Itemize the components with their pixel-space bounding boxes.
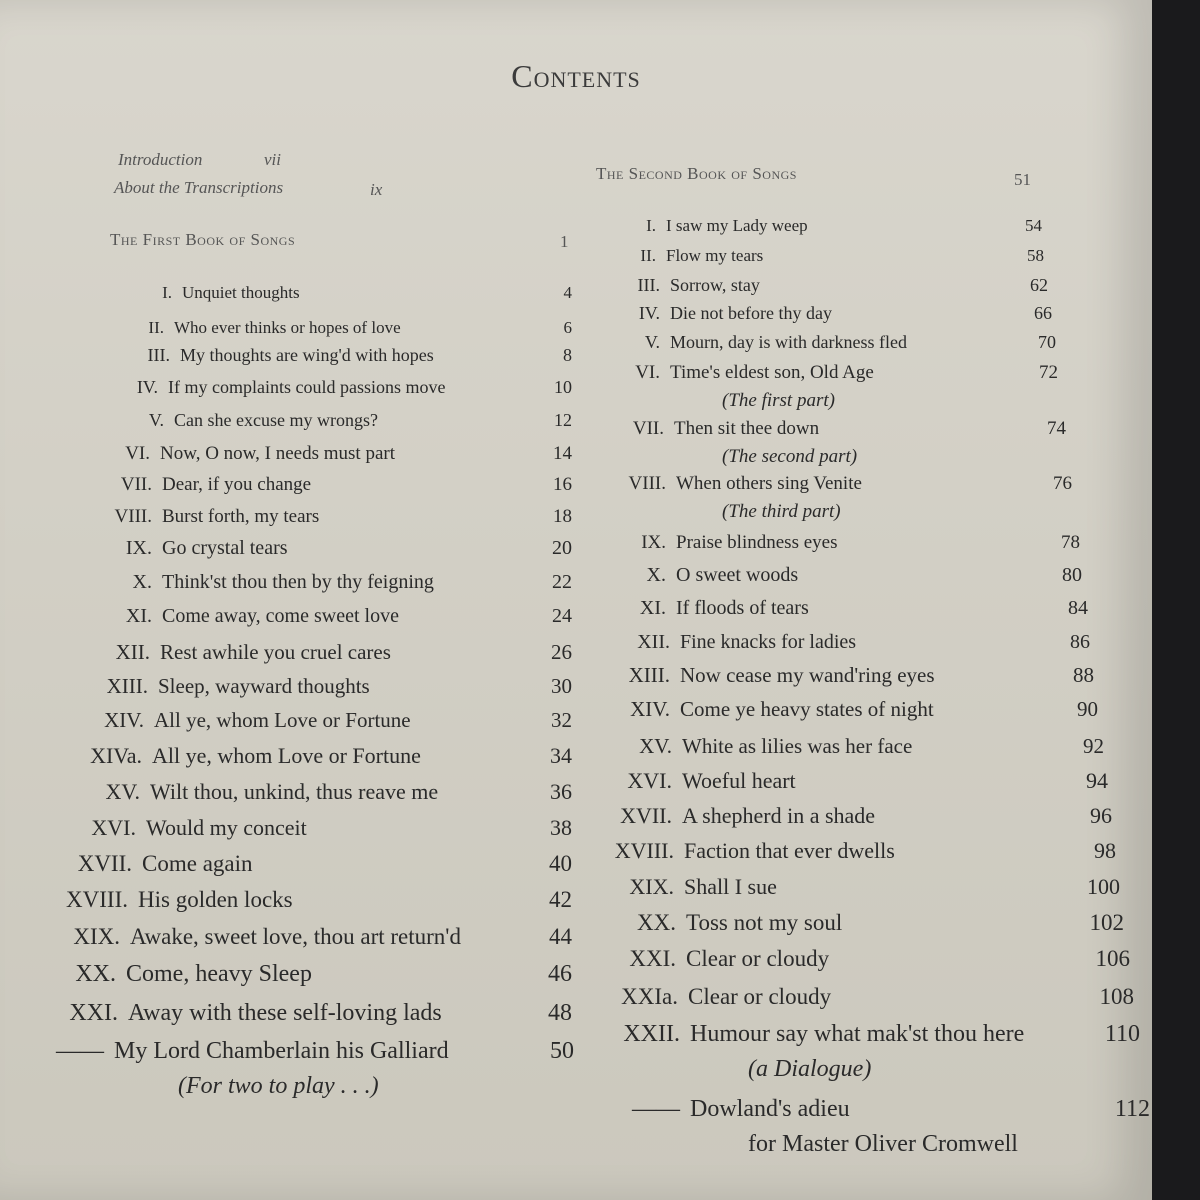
- entry-number: VII.: [632, 418, 664, 439]
- entry-page: 38: [550, 815, 572, 840]
- entry-title: Burst forth, my tears: [162, 506, 320, 527]
- entry-title: Wilt thou, unkind, thus reave me: [150, 779, 439, 804]
- entry-title: Unquiet thoughts: [182, 283, 300, 302]
- page-title: Contents: [511, 58, 641, 94]
- entry-page: 48: [548, 1000, 572, 1026]
- entry-title: Think'st thou then by thy feigning: [162, 571, 434, 593]
- entry-page: 100: [1087, 874, 1120, 899]
- entry-number: V.: [148, 410, 164, 430]
- entry-title: Come, heavy Sleep: [126, 961, 312, 987]
- entry-page: 90: [1077, 697, 1098, 721]
- entry-title: Rest awhile you cruel cares: [160, 640, 391, 664]
- entry-number: ——: [56, 1038, 104, 1064]
- entry-page: 94: [1086, 768, 1108, 793]
- entry-page: 106: [1095, 946, 1130, 971]
- entry-subtitle: (The second part): [722, 445, 858, 467]
- entry-subtitle: (a Dialogue): [748, 1055, 872, 1082]
- entry-title: My Lord Chamberlain his Galliard: [114, 1038, 449, 1064]
- entry-title: White as lilies was her face: [682, 734, 913, 758]
- entry-number: IV.: [638, 303, 660, 323]
- entry-number: V.: [644, 332, 660, 352]
- entry-title: Awake, sweet love, thou art return'd: [130, 924, 461, 949]
- entry-page: 62: [1030, 275, 1048, 295]
- entry-title: Mourn, day is with darkness fled: [670, 332, 907, 352]
- entry-title: Dear, if you change: [162, 474, 312, 495]
- entry-number: XVI.: [627, 768, 672, 793]
- entry-number: II.: [148, 318, 164, 337]
- entry-title: Who ever thinks or hopes of love: [174, 318, 401, 337]
- entry-title: Away with these self-loving lads: [128, 1000, 442, 1026]
- entry-title: Would my conceit: [146, 815, 307, 840]
- entry-number: VIII.: [114, 506, 152, 527]
- entry-page: 22: [552, 571, 572, 593]
- entry-page: 92: [1083, 734, 1104, 758]
- entry-number: VI.: [125, 443, 150, 464]
- entry-title: If my complaints could passions move: [168, 377, 446, 397]
- entry-subtitle: (For two to play . . .): [178, 1072, 379, 1099]
- entry-page: 70: [1038, 332, 1056, 352]
- entry-page: 8: [563, 345, 572, 365]
- entry-page: 32: [551, 708, 572, 732]
- entry-title: When others sing Venite: [676, 473, 862, 494]
- entry-page: 12: [554, 410, 572, 430]
- first-book-page: 1: [560, 232, 569, 251]
- entry-number: XIX.: [629, 874, 674, 899]
- entry-number: XXI.: [629, 946, 676, 971]
- entry-page: 80: [1062, 564, 1082, 586]
- entry-number: X.: [646, 564, 666, 586]
- entry-number: XIII.: [628, 663, 670, 687]
- entry-page: 16: [553, 474, 572, 495]
- entry-title: His golden locks: [138, 887, 293, 912]
- entry-number: XII.: [637, 631, 670, 653]
- entry-number: XIV.: [104, 708, 144, 732]
- entry-title: Die not before thy day: [670, 303, 832, 323]
- entry-number: III.: [147, 345, 170, 365]
- entry-title: A shepherd in a shade: [682, 803, 876, 828]
- entry-page: 6: [563, 318, 572, 337]
- entry-title: Time's eldest son, Old Age: [670, 362, 874, 383]
- entry-page: 88: [1073, 663, 1094, 687]
- front-matter-page: vii: [264, 150, 281, 169]
- entry-number: VI.: [635, 362, 660, 383]
- entry-page: 18: [553, 506, 572, 527]
- entry-number: X.: [132, 571, 152, 593]
- entry-number: IX.: [641, 532, 666, 553]
- entry-page: 50: [550, 1038, 574, 1064]
- entry-page: 24: [552, 605, 572, 627]
- entry-title: Dowland's adieu: [690, 1096, 850, 1122]
- entry-title: Come away, come sweet love: [162, 605, 399, 627]
- entry-number: XI.: [125, 605, 152, 627]
- entry-title: Toss not my soul: [686, 910, 843, 935]
- entry-page: 102: [1089, 910, 1124, 935]
- second-book-page: 51: [1014, 170, 1031, 189]
- entry-number: XX.: [637, 910, 676, 935]
- entry-subtitle: (The first part): [722, 389, 835, 411]
- entry-title: Go crystal tears: [162, 537, 288, 559]
- entry-number: XVI.: [91, 815, 136, 840]
- entry-title: Now, O now, I needs must part: [160, 443, 395, 464]
- entry-number: VIII.: [628, 473, 666, 494]
- entry-title: O sweet woods: [676, 564, 799, 586]
- entry-page: 30: [551, 674, 572, 698]
- entry-page: 14: [553, 443, 572, 464]
- entry-number: XI.: [639, 597, 666, 619]
- entry-title: Fine knacks for ladies: [680, 631, 857, 653]
- entry-title: I saw my Lady weep: [666, 216, 808, 235]
- entry-page: 78: [1061, 532, 1080, 553]
- entry-number: IX.: [125, 537, 152, 559]
- entry-title: Shall I sue: [684, 874, 777, 899]
- entry-page: 74: [1047, 418, 1066, 439]
- entry-number: III.: [637, 275, 660, 295]
- entry-page: 10: [554, 377, 572, 397]
- entry-number: VII.: [120, 474, 152, 495]
- entry-page: 58: [1027, 246, 1044, 265]
- entry-title: Woeful heart: [682, 768, 796, 793]
- entry-number: ——: [632, 1096, 680, 1122]
- entry-number: I.: [162, 283, 172, 302]
- entry-title: Humour say what mak'st thou here: [690, 1021, 1025, 1047]
- entry-page: 26: [551, 640, 572, 664]
- entry-number: XIX.: [73, 924, 120, 949]
- entry-number: XXII.: [623, 1021, 680, 1047]
- entry-number: XV.: [639, 734, 672, 758]
- entry-page: 72: [1039, 362, 1058, 383]
- entry-number: XV.: [105, 779, 140, 804]
- entry-number: XII.: [115, 640, 150, 664]
- entry-title: Flow my tears: [666, 246, 764, 265]
- front-matter-page: ix: [370, 180, 383, 199]
- entry-title: Sorrow, stay: [670, 275, 760, 295]
- entry-title: Come again: [142, 851, 253, 876]
- entry-title: My thoughts are wing'd with hopes: [180, 345, 434, 365]
- entry-title: Clear or cloudy: [686, 946, 830, 971]
- first-book-heading: The First Book of Songs: [110, 230, 296, 249]
- entry-title: Faction that ever dwells: [684, 838, 895, 863]
- entry-page: 40: [549, 851, 572, 876]
- entry-page: 20: [552, 537, 572, 559]
- entry-page: 86: [1070, 631, 1090, 653]
- entry-number: XVII.: [620, 803, 672, 828]
- entry-number: XIVa.: [90, 743, 142, 768]
- entry-title: Can she excuse my wrongs?: [174, 410, 378, 430]
- entry-title: All ye, whom Love or Fortune: [154, 708, 411, 732]
- entry-number: XIV.: [630, 697, 670, 721]
- second-book-heading: The Second Book of Songs: [596, 164, 797, 183]
- entry-title: If floods of tears: [676, 597, 809, 619]
- entry-title: Clear or cloudy: [688, 984, 832, 1009]
- entry-page: 46: [548, 961, 572, 987]
- entry-page: 108: [1099, 984, 1134, 1009]
- entry-number: XVIII.: [614, 838, 674, 863]
- entry-title: All ye, whom Love or Fortune: [152, 743, 421, 768]
- entry-page: 54: [1025, 216, 1042, 235]
- entry-page: 36: [550, 779, 572, 804]
- entry-subtitle: (The third part): [722, 500, 841, 522]
- entry-page: 76: [1053, 473, 1072, 494]
- entry-page: 84: [1068, 597, 1088, 619]
- entry-page: 96: [1090, 803, 1112, 828]
- entry-page: 66: [1034, 303, 1052, 323]
- entry-title: Now cease my wand'ring eyes: [680, 663, 935, 687]
- entry-title: Come ye heavy states of night: [680, 697, 934, 721]
- entry-number: XVIII.: [66, 887, 128, 912]
- front-matter-label: Introduction: [118, 150, 203, 169]
- entry-number: I.: [646, 216, 656, 235]
- entry-number: XVII.: [77, 851, 132, 876]
- entry-page: 98: [1094, 838, 1116, 863]
- entry-number: XIII.: [106, 674, 148, 698]
- entry-page: 110: [1104, 1021, 1140, 1047]
- entry-page: 34: [550, 743, 572, 768]
- entry-page: 112: [1114, 1096, 1150, 1122]
- entry-number: II.: [640, 246, 656, 265]
- entry-title: Sleep, wayward thoughts: [158, 674, 370, 698]
- front-matter-label: About the Transcriptions: [114, 178, 284, 197]
- entry-page: 42: [549, 887, 572, 912]
- entry-title: Then sit thee down: [674, 418, 820, 439]
- entry-number: IV.: [136, 377, 158, 397]
- entry-number: XXI.: [69, 1000, 118, 1026]
- entry-subtitle: for Master Oliver Cromwell: [748, 1130, 1018, 1157]
- entry-title: Praise blindness eyes: [676, 532, 838, 553]
- entry-page: 4: [563, 283, 572, 302]
- entry-number: XXIa.: [621, 984, 678, 1009]
- entry-page: 44: [549, 924, 572, 949]
- entry-number: XX.: [75, 961, 116, 987]
